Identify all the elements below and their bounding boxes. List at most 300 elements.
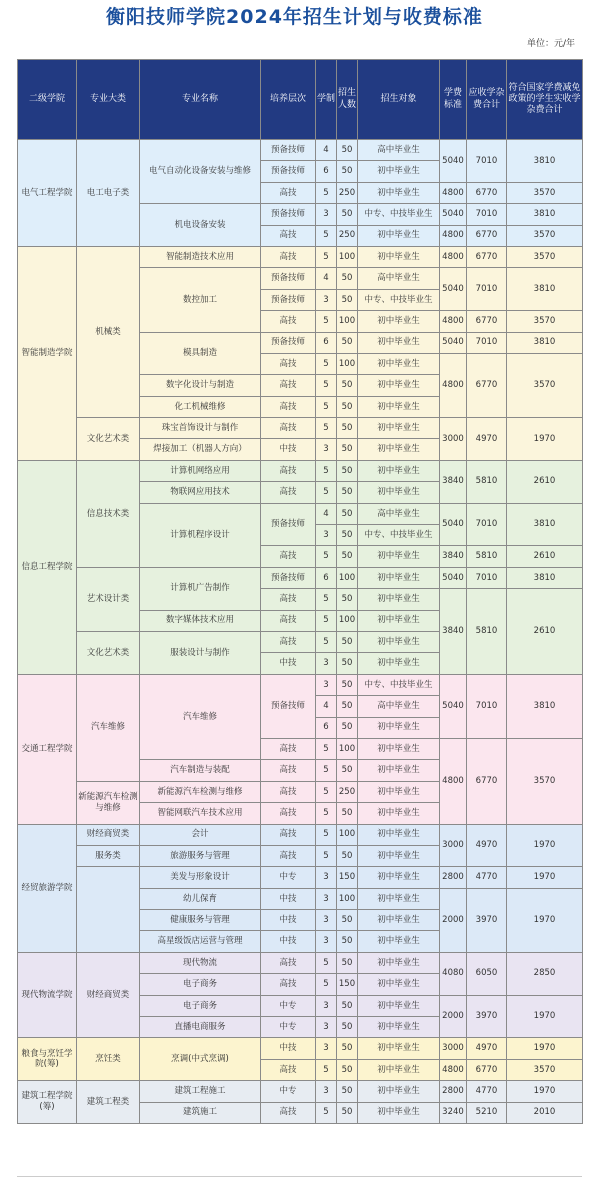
years-cell: 5 (316, 311, 337, 332)
years-cell: 3 (316, 867, 337, 888)
enrollment-cell: 50 (337, 503, 358, 524)
table-row (18, 140, 583, 161)
level-cell: 预备技师 (261, 332, 316, 353)
total-fee-cell: 7010 (467, 503, 507, 546)
enrollment-cell: 150 (337, 974, 358, 995)
major-cell: 汽车维修 (140, 674, 261, 760)
level-cell: 高技 (261, 803, 316, 824)
target-cell: 初中毕业生 (358, 418, 440, 439)
target-cell: 中专、中技毕业生 (358, 525, 440, 546)
table-row (18, 567, 583, 588)
table-row (18, 867, 583, 888)
years-cell: 4 (316, 503, 337, 524)
years-cell: 5 (316, 546, 337, 567)
target-cell: 初中毕业生 (358, 845, 440, 866)
major-cell: 模具制造 (140, 332, 261, 375)
category-cell: 信息技术类 (77, 460, 140, 567)
enrollment-cell: 50 (337, 482, 358, 503)
reduced-fee-cell: 3570 (507, 311, 583, 332)
reduced-fee-cell: 1970 (507, 1038, 583, 1059)
years-cell: 3 (316, 439, 337, 460)
level-cell: 中技 (261, 888, 316, 909)
years-cell: 4 (316, 140, 337, 161)
total-fee-cell: 7010 (467, 140, 507, 183)
level-cell: 高技 (261, 418, 316, 439)
target-cell: 初中毕业生 (358, 803, 440, 824)
reduced-fee-cell: 3810 (507, 204, 583, 225)
table-row (18, 246, 583, 267)
enrollment-cell: 50 (337, 931, 358, 952)
category-cell: 电工电子类 (77, 140, 140, 247)
level-cell: 高技 (261, 738, 316, 759)
enrollment-cell: 50 (337, 653, 358, 674)
enrollment-cell: 250 (337, 225, 358, 246)
years-cell: 3 (316, 525, 337, 546)
college-cell: 信息工程学院 (18, 460, 77, 674)
years-cell: 5 (316, 738, 337, 759)
tuition-cell: 4080 (440, 952, 467, 995)
target-cell: 初中毕业生 (358, 225, 440, 246)
tuition-cell: 4800 (440, 246, 467, 267)
level-cell: 高技 (261, 952, 316, 973)
major-cell: 计算机广告制作 (140, 567, 261, 610)
header-enrollment: 招生人数 (337, 60, 358, 140)
target-cell: 初中毕业生 (358, 1081, 440, 1102)
years-cell: 4 (316, 268, 337, 289)
level-cell: 高技 (261, 631, 316, 652)
enrollment-cell: 100 (337, 311, 358, 332)
enrollment-cell: 50 (337, 161, 358, 182)
college-cell: 粮食与烹饪学院(筹) (18, 1038, 77, 1081)
enrollment-cell: 50 (337, 1059, 358, 1080)
total-fee-cell: 7010 (467, 567, 507, 588)
years-cell: 5 (316, 1059, 337, 1080)
target-cell: 初中毕业生 (358, 610, 440, 631)
level-cell: 预备技师 (261, 161, 316, 182)
major-cell: 智能制造技术应用 (140, 246, 261, 267)
tuition-cell: 4800 (440, 311, 467, 332)
major-cell: 数字化设计与制造 (140, 375, 261, 396)
major-cell: 建筑工程施工 (140, 1081, 261, 1102)
level-cell: 中专 (261, 1081, 316, 1102)
tuition-cell: 5040 (440, 140, 467, 183)
header-total-fees: 应收学杂费合计 (467, 60, 507, 140)
enrollment-cell: 50 (337, 525, 358, 546)
years-cell: 3 (316, 653, 337, 674)
enrollment-cell: 50 (337, 546, 358, 567)
level-cell: 高技 (261, 375, 316, 396)
target-cell: 初中毕业生 (358, 1059, 440, 1080)
target-cell: 初中毕业生 (358, 910, 440, 931)
tuition-cell: 5040 (440, 674, 467, 738)
enrollment-cell: 150 (337, 867, 358, 888)
header-years: 学制 (316, 60, 337, 140)
tuition-cell: 2800 (440, 867, 467, 888)
enrollment-cell: 100 (337, 888, 358, 909)
reduced-fee-cell: 1970 (507, 867, 583, 888)
years-cell: 5 (316, 760, 337, 781)
target-cell: 初中毕业生 (358, 246, 440, 267)
tuition-cell: 5040 (440, 204, 467, 225)
level-cell: 高技 (261, 824, 316, 845)
total-fee-cell: 3970 (467, 888, 507, 952)
tuition-cell: 3840 (440, 460, 467, 503)
category-cell: 艺术设计类 (77, 567, 140, 631)
level-cell: 中技 (261, 931, 316, 952)
target-cell: 初中毕业生 (358, 482, 440, 503)
reduced-fee-cell: 2850 (507, 952, 583, 995)
major-cell: 数控加工 (140, 268, 261, 332)
enrollment-cell: 50 (337, 952, 358, 973)
total-fee-cell: 7010 (467, 204, 507, 225)
target-cell: 初中毕业生 (358, 631, 440, 652)
target-cell: 初中毕业生 (358, 653, 440, 674)
college-cell: 电气工程学院 (18, 140, 77, 247)
target-cell: 初中毕业生 (358, 738, 440, 759)
years-cell: 5 (316, 396, 337, 417)
years-cell: 5 (316, 824, 337, 845)
total-fee-cell: 5210 (467, 1102, 507, 1123)
level-cell: 高技 (261, 1059, 316, 1080)
level-cell: 高技 (261, 546, 316, 567)
years-cell: 6 (316, 161, 337, 182)
level-cell: 高技 (261, 610, 316, 631)
years-cell: 5 (316, 353, 337, 374)
total-fee-cell: 4770 (467, 867, 507, 888)
level-cell: 高技 (261, 460, 316, 481)
enrollment-cell: 100 (337, 824, 358, 845)
total-fee-cell: 6770 (467, 225, 507, 246)
header-college: 二级学院 (18, 60, 77, 140)
total-fee-cell: 7010 (467, 674, 507, 738)
header-target: 招生对象 (358, 60, 440, 140)
enrollment-cell: 50 (337, 803, 358, 824)
reduced-fee-cell: 3810 (507, 567, 583, 588)
table-row (18, 1081, 583, 1102)
years-cell: 5 (316, 482, 337, 503)
tuition-cell: 4800 (440, 353, 467, 417)
tuition-cell: 3840 (440, 589, 467, 675)
major-cell: 健康服务与管理 (140, 910, 261, 931)
major-cell: 烹调(中式烹调) (140, 1038, 261, 1081)
enrollment-cell: 50 (337, 418, 358, 439)
tuition-cell: 2000 (440, 995, 467, 1038)
years-cell: 4 (316, 696, 337, 717)
level-cell: 中专 (261, 867, 316, 888)
years-cell: 3 (316, 1038, 337, 1059)
target-cell: 初中毕业生 (358, 888, 440, 909)
years-cell: 5 (316, 246, 337, 267)
major-cell: 物联网应用技术 (140, 482, 261, 503)
years-cell: 3 (316, 289, 337, 310)
category-cell: 财经商贸类 (77, 824, 140, 845)
enrollment-cell: 50 (337, 760, 358, 781)
major-cell: 电子商务 (140, 974, 261, 995)
major-cell: 幼儿保育 (140, 888, 261, 909)
target-cell: 初中毕业生 (358, 781, 440, 802)
enrollment-cell: 100 (337, 738, 358, 759)
target-cell: 初中毕业生 (358, 589, 440, 610)
years-cell: 5 (316, 610, 337, 631)
category-cell (77, 867, 140, 953)
level-cell: 高技 (261, 845, 316, 866)
level-cell: 高技 (261, 353, 316, 374)
level-cell: 高技 (261, 311, 316, 332)
level-cell: 预备技师 (261, 140, 316, 161)
target-cell: 中专、中技毕业生 (358, 674, 440, 695)
years-cell: 5 (316, 1102, 337, 1123)
years-cell: 3 (316, 674, 337, 695)
level-cell: 高技 (261, 246, 316, 267)
tuition-cell: 2000 (440, 888, 467, 952)
category-cell: 建筑工程类 (77, 1081, 140, 1124)
major-cell: 现代物流 (140, 952, 261, 973)
enrollment-cell: 50 (337, 439, 358, 460)
level-cell: 中技 (261, 1038, 316, 1059)
years-cell: 5 (316, 418, 337, 439)
table-header-row (18, 60, 583, 140)
major-cell: 会计 (140, 824, 261, 845)
enrollment-cell: 50 (337, 845, 358, 866)
enrollment-cell: 100 (337, 246, 358, 267)
tuition-cell: 3000 (440, 418, 467, 461)
category-cell: 机械类 (77, 246, 140, 417)
reduced-fee-cell: 2610 (507, 460, 583, 503)
level-cell: 高技 (261, 182, 316, 203)
category-cell: 新能源汽车检测与维修 (77, 781, 140, 824)
reduced-fee-cell: 3810 (507, 140, 583, 183)
major-cell: 旅游服务与管理 (140, 845, 261, 866)
total-fee-cell: 5810 (467, 460, 507, 503)
target-cell: 初中毕业生 (358, 396, 440, 417)
enrollment-cell: 50 (337, 696, 358, 717)
major-cell: 电气自动化设备安装与维修 (140, 140, 261, 204)
years-cell: 5 (316, 781, 337, 802)
total-fee-cell: 4970 (467, 824, 507, 867)
target-cell: 初中毕业生 (358, 332, 440, 353)
college-cell: 智能制造学院 (18, 246, 77, 460)
tuition-cell: 3840 (440, 546, 467, 567)
target-cell: 初中毕业生 (358, 717, 440, 738)
reduced-fee-cell: 2010 (507, 1102, 583, 1123)
major-cell: 智能网联汽车技术应用 (140, 803, 261, 824)
category-cell: 服务类 (77, 845, 140, 866)
target-cell: 中专、中技毕业生 (358, 289, 440, 310)
enrollment-cell: 50 (337, 268, 358, 289)
years-cell: 3 (316, 910, 337, 931)
reduced-fee-cell: 3810 (507, 268, 583, 311)
major-cell: 计算机网络应用 (140, 460, 261, 481)
major-cell: 珠宝首饰设计与制作 (140, 418, 261, 439)
total-fee-cell: 6050 (467, 952, 507, 995)
target-cell: 初中毕业生 (358, 567, 440, 588)
major-cell: 新能源汽车检测与维修 (140, 781, 261, 802)
major-cell: 焊接加工（机器人方向） (140, 439, 261, 460)
total-fee-cell: 5810 (467, 546, 507, 567)
target-cell: 初中毕业生 (358, 931, 440, 952)
enrollment-cell: 50 (337, 289, 358, 310)
level-cell: 高技 (261, 396, 316, 417)
total-fee-cell: 7010 (467, 332, 507, 353)
total-fee-cell: 3970 (467, 995, 507, 1038)
tuition-cell: 4800 (440, 738, 467, 824)
college-cell: 建筑工程学院(筹) (18, 1081, 77, 1124)
header-level: 培养层次 (261, 60, 316, 140)
target-cell: 初中毕业生 (358, 824, 440, 845)
total-fee-cell: 7010 (467, 268, 507, 311)
enrollment-cell: 50 (337, 1102, 358, 1123)
enrollment-cell: 50 (337, 1081, 358, 1102)
target-cell: 初中毕业生 (358, 760, 440, 781)
major-cell: 美发与形象设计 (140, 867, 261, 888)
level-cell: 预备技师 (261, 204, 316, 225)
tuition-cell: 3240 (440, 1102, 467, 1123)
target-cell: 高中毕业生 (358, 140, 440, 161)
major-cell: 建筑施工 (140, 1102, 261, 1123)
tuition-cell: 4800 (440, 1059, 467, 1080)
reduced-fee-cell: 3570 (507, 1059, 583, 1080)
level-cell: 预备技师 (261, 268, 316, 289)
reduced-fee-cell: 3570 (507, 182, 583, 203)
page-title: 衡阳技师学院2024年招生计划与收费标准 (106, 6, 483, 28)
years-cell: 5 (316, 225, 337, 246)
target-cell: 中专、中技毕业生 (358, 204, 440, 225)
enrollment-cell: 100 (337, 567, 358, 588)
table-row (18, 418, 583, 439)
reduced-fee-cell: 3570 (507, 246, 583, 267)
years-cell: 3 (316, 931, 337, 952)
target-cell: 初中毕业生 (358, 353, 440, 374)
enrollment-cell: 50 (337, 589, 358, 610)
category-cell: 财经商贸类 (77, 952, 140, 1038)
table-row (18, 1038, 583, 1059)
target-cell: 初中毕业生 (358, 867, 440, 888)
enrollment-cell: 50 (337, 1017, 358, 1038)
category-cell: 烹饪类 (77, 1038, 140, 1081)
reduced-fee-cell: 1970 (507, 1081, 583, 1102)
reduced-fee-cell: 3570 (507, 353, 583, 417)
total-fee-cell: 6770 (467, 246, 507, 267)
target-cell: 初中毕业生 (358, 952, 440, 973)
reduced-fee-cell: 3570 (507, 738, 583, 824)
total-fee-cell: 6770 (467, 1059, 507, 1080)
reduced-fee-cell: 2610 (507, 546, 583, 567)
table-row (18, 824, 583, 845)
college-cell: 交通工程学院 (18, 674, 77, 824)
tuition-cell: 2800 (440, 1081, 467, 1102)
level-cell: 高技 (261, 760, 316, 781)
years-cell: 5 (316, 460, 337, 481)
tuition-cell: 5040 (440, 268, 467, 311)
target-cell: 初中毕业生 (358, 161, 440, 182)
target-cell: 初中毕业生 (358, 182, 440, 203)
level-cell: 预备技师 (261, 567, 316, 588)
enrollment-cell: 50 (337, 717, 358, 738)
enrollment-cell: 50 (337, 631, 358, 652)
years-cell: 6 (316, 567, 337, 588)
header-tuition: 学费标准 (440, 60, 467, 140)
reduced-fee-cell: 3810 (507, 503, 583, 546)
table-row (18, 460, 583, 481)
reduced-fee-cell: 1970 (507, 995, 583, 1038)
header-category: 专业大类 (77, 60, 140, 140)
header-reduced-fees: 符合国家学费减免政策的学生实收学杂费合计 (507, 60, 583, 140)
tuition-cell: 3000 (440, 824, 467, 867)
years-cell: 5 (316, 589, 337, 610)
major-cell: 计算机程序设计 (140, 503, 261, 567)
total-fee-cell: 6770 (467, 353, 507, 417)
level-cell: 中技 (261, 653, 316, 674)
years-cell: 5 (316, 845, 337, 866)
enrollment-cell: 50 (337, 332, 358, 353)
major-cell: 服装设计与制作 (140, 631, 261, 674)
level-cell: 预备技师 (261, 674, 316, 738)
target-cell: 初中毕业生 (358, 460, 440, 481)
years-cell: 3 (316, 1081, 337, 1102)
years-cell: 3 (316, 888, 337, 909)
years-cell: 5 (316, 952, 337, 973)
years-cell: 5 (316, 631, 337, 652)
reduced-fee-cell: 3810 (507, 332, 583, 353)
years-cell: 5 (316, 375, 337, 396)
enrollment-cell: 50 (337, 674, 358, 695)
target-cell: 初中毕业生 (358, 439, 440, 460)
enrollment-cell: 50 (337, 204, 358, 225)
enrollment-fee-table (17, 59, 583, 1124)
bottom-divider (17, 1176, 582, 1177)
tuition-cell: 5040 (440, 567, 467, 588)
table-row (18, 674, 583, 695)
level-cell: 高技 (261, 974, 316, 995)
enrollment-cell: 50 (337, 140, 358, 161)
category-cell: 文化艺术类 (77, 418, 140, 461)
years-cell: 3 (316, 995, 337, 1016)
level-cell: 预备技师 (261, 503, 316, 546)
enrollment-cell: 50 (337, 375, 358, 396)
major-cell: 机电设备安装 (140, 204, 261, 247)
years-cell: 5 (316, 974, 337, 995)
total-fee-cell: 4970 (467, 418, 507, 461)
years-cell: 3 (316, 1017, 337, 1038)
enrollment-cell: 50 (337, 995, 358, 1016)
years-cell: 3 (316, 204, 337, 225)
target-cell: 高中毕业生 (358, 503, 440, 524)
enrollment-cell: 50 (337, 396, 358, 417)
years-cell: 5 (316, 803, 337, 824)
total-fee-cell: 6770 (467, 738, 507, 824)
tuition-cell: 5040 (440, 503, 467, 546)
major-cell: 化工机械维修 (140, 396, 261, 417)
enrollment-cell: 50 (337, 460, 358, 481)
target-cell: 初中毕业生 (358, 375, 440, 396)
level-cell: 高技 (261, 589, 316, 610)
major-cell: 直播电商服务 (140, 1017, 261, 1038)
category-cell: 文化艺术类 (77, 631, 140, 674)
level-cell: 高技 (261, 781, 316, 802)
target-cell: 初中毕业生 (358, 1102, 440, 1123)
enrollment-cell: 100 (337, 353, 358, 374)
enrollment-cell: 250 (337, 781, 358, 802)
reduced-fee-cell: 3570 (507, 225, 583, 246)
target-cell: 初中毕业生 (358, 974, 440, 995)
level-cell: 中技 (261, 439, 316, 460)
level-cell: 中专 (261, 995, 316, 1016)
years-cell: 6 (316, 717, 337, 738)
target-cell: 初中毕业生 (358, 1017, 440, 1038)
target-cell: 初中毕业生 (358, 995, 440, 1016)
reduced-fee-cell: 1970 (507, 418, 583, 461)
total-fee-cell: 4770 (467, 1081, 507, 1102)
